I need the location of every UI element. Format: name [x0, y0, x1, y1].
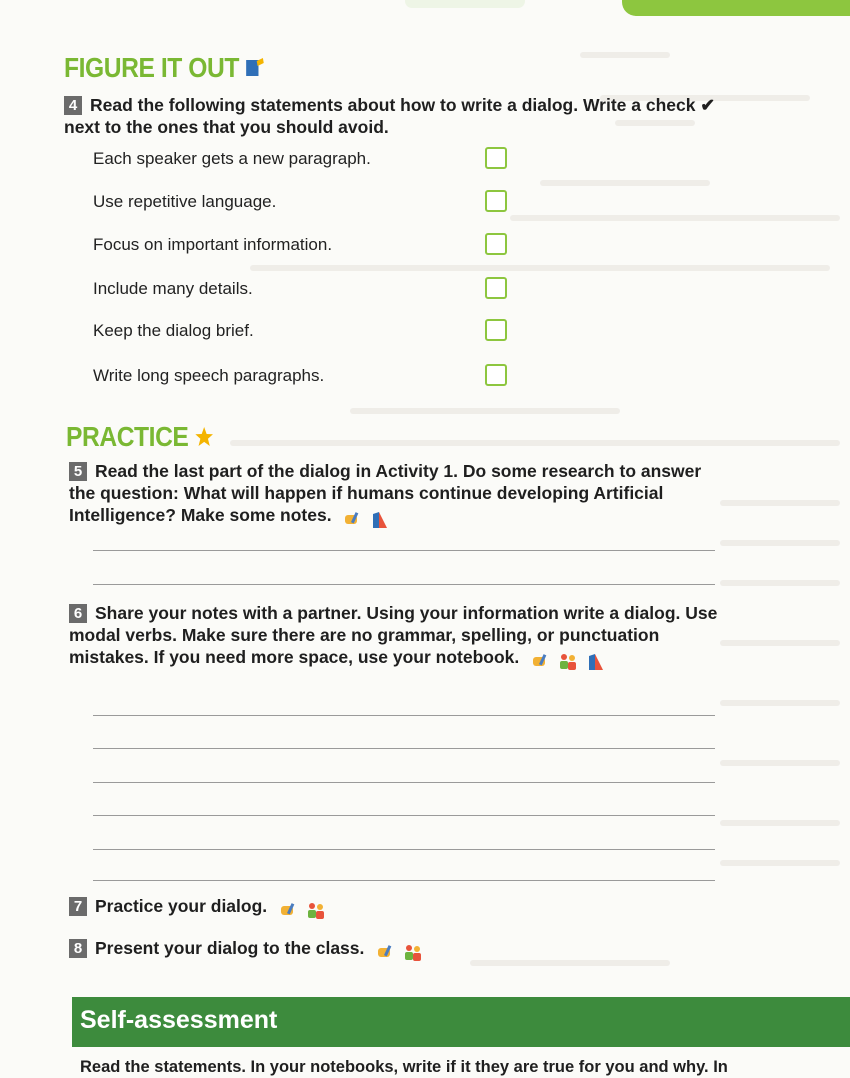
ghost-text: [720, 700, 840, 706]
self-assessment-title: Self-assessment: [80, 1006, 278, 1034]
top-green-tab: [622, 0, 850, 16]
ghost-text: [720, 540, 840, 546]
activity-number: 7: [69, 897, 87, 916]
top-tab-decoration: [405, 0, 525, 8]
writing-line[interactable]: [93, 748, 715, 749]
star-icon: [195, 426, 214, 448]
ghost-text: [580, 52, 670, 58]
writing-line[interactable]: [93, 782, 715, 783]
pencil-hand-icon: [278, 901, 298, 921]
activity-text: Read the last part of the dialog in Activity 1. Do some research to answer the question: What will happen if humans continue developing Artificial Intelligence? Make some notes.: [69, 461, 702, 525]
activity-6: [69, 602, 729, 672]
checkbox-statement-4[interactable]: [485, 277, 507, 299]
checkbox-statement-2[interactable]: [485, 190, 507, 212]
ghost-text: [720, 820, 840, 826]
ghost-text: [720, 580, 840, 586]
book-icon: [586, 652, 606, 672]
activity-5: [69, 460, 709, 530]
writing-line[interactable]: [93, 880, 715, 881]
writing-line[interactable]: [93, 550, 715, 551]
activity-5-icons: [342, 508, 393, 530]
ghost-text: [510, 215, 840, 221]
writing-line[interactable]: [93, 584, 715, 585]
activity-6-icons: [530, 650, 609, 672]
activity-number: 4: [64, 96, 82, 115]
ghost-text: [720, 860, 840, 866]
self-assessment-text: Read the statements. In your notebooks, write if it they are true for you and why. In: [80, 1058, 728, 1076]
statement-6: Write long speech paragraphs.: [93, 366, 325, 385]
checkbox-statement-1[interactable]: [485, 147, 507, 169]
statement-1: Each speaker gets a new paragraph.: [93, 149, 371, 168]
statement-4: Include many details.: [93, 279, 253, 298]
ghost-text: [250, 265, 830, 271]
statement-5: Keep the dialog brief.: [93, 321, 254, 340]
activity-text: Share your notes with a partner. Using your information write a dialog. Use modal verbs. Make sure there are no grammar, spelling, or punctuation mistakes. If you need more space, use your notebook.: [69, 603, 718, 667]
activity-8-icons: [375, 941, 426, 963]
book-icon: [370, 510, 390, 530]
checkbox-statement-3[interactable]: [485, 233, 507, 255]
activity-7-icons: [278, 899, 329, 921]
ghost-text: [720, 500, 840, 506]
ghost-text: [720, 760, 840, 766]
activity-number: 5: [69, 462, 87, 481]
activity-number: 6: [69, 604, 87, 623]
pencil-hand-icon: [375, 943, 395, 963]
writing-line[interactable]: [93, 849, 715, 850]
ghost-text: [230, 440, 840, 446]
pair-work-icon: [403, 943, 423, 963]
pair-work-icon: [306, 901, 326, 921]
activity-instruction: Read the following statements about how to write a dialog. Write a check ✔ next to the ones that you should avoid.: [64, 95, 715, 137]
practice-title: PRACTICE: [66, 421, 214, 453]
activity-number: 8: [69, 939, 87, 958]
statement-3: Focus on important information.: [93, 235, 333, 254]
statement-2: Use repetitive language.: [93, 192, 277, 211]
writing-line[interactable]: [93, 815, 715, 816]
ghost-text: [540, 180, 710, 186]
writing-line[interactable]: [93, 715, 715, 716]
ghost-text: [350, 408, 620, 414]
figure-it-out-icon: [245, 57, 264, 79]
pencil-hand-icon: [530, 652, 550, 672]
activity-text: Present your dialog to the class.: [95, 938, 365, 958]
ghost-text: [720, 640, 840, 646]
pair-work-icon: [558, 652, 578, 672]
pencil-hand-icon: [342, 510, 362, 530]
activity-4: [64, 94, 724, 138]
checkbox-statement-6[interactable]: [485, 364, 507, 386]
activity-7: [69, 895, 669, 921]
activity-8: [69, 937, 669, 963]
checkbox-statement-5[interactable]: [485, 319, 507, 341]
activity-text: Practice your dialog.: [95, 896, 268, 916]
figure-it-out-title: FIGURE IT OUT: [64, 52, 265, 84]
